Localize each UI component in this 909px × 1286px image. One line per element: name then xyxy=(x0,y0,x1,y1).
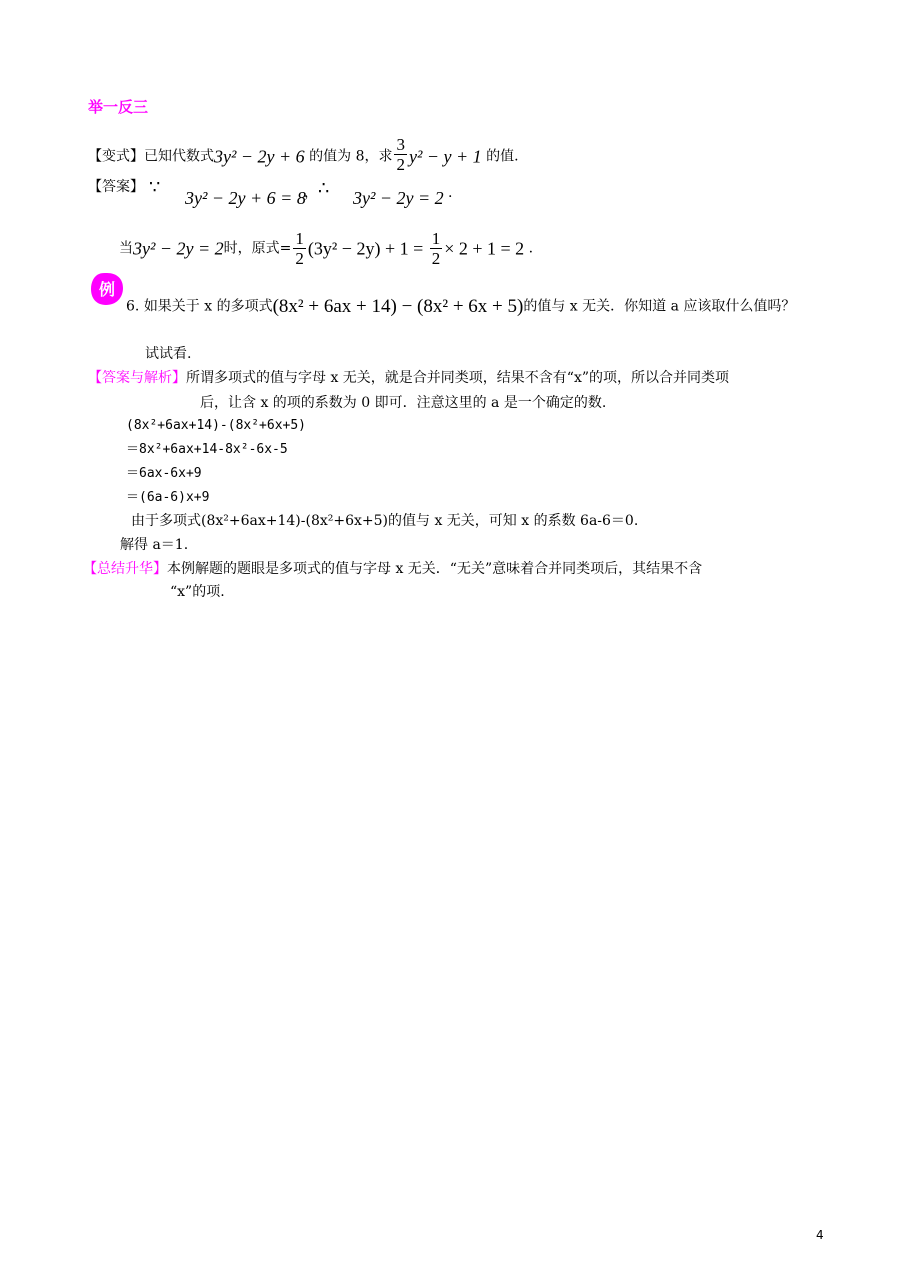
when-label: 当 xyxy=(119,240,133,257)
half-b-numerator: 1 xyxy=(431,229,441,248)
half-fraction-b xyxy=(430,230,443,267)
example-badge-label: 例 xyxy=(98,280,116,299)
answer-eq2-end: . xyxy=(448,185,453,201)
variant-fraction xyxy=(394,136,407,173)
solution-step: ＝6ax-6x+9 xyxy=(126,466,202,481)
summary-line1 xyxy=(83,562,702,576)
calc-part1: (3y² − 2y) + 1 = xyxy=(307,238,424,259)
example-badge-icon xyxy=(90,272,124,306)
solution-conclusion: 由于多项式(8x²+6ax+14)-(8x²+6x+5)的值与 x 无关，可知 x 的系数 6a-6＝0. xyxy=(131,513,639,529)
variant-frac-numerator: 3 xyxy=(396,135,405,154)
summary-tag: 【总结升华】 xyxy=(83,561,167,577)
half-b-denominator: 2 xyxy=(431,249,441,268)
answer-eq2: 3y² − 2y = 2 xyxy=(353,188,444,208)
calc-end: . xyxy=(528,240,534,257)
question-tail: 的值与 x 无关．你知道 a 应该取什么值吗？ xyxy=(523,298,796,315)
solution-text-1: 所谓多项式的值与字母 x 无关，就是合并同类项，结果不含有“x”的项，所以合并同类项 xyxy=(186,370,730,386)
calc-part2: × 2 + 1 = 2 xyxy=(444,238,525,259)
solution-result: 解得 a＝1. xyxy=(120,537,189,553)
variant-line xyxy=(88,135,519,175)
when-expr: 3y² − 2y = 2 xyxy=(133,238,224,259)
solution-text-2: 后，让含 x 的项的系数为 0 即可．注意这里的 a 是一个确定的数. xyxy=(200,395,607,411)
solution-tag: 【答案与解析】 xyxy=(88,370,186,386)
section-title: 举一反三 xyxy=(88,98,149,116)
because-symbol: ∵ xyxy=(149,177,161,198)
variant-tail: 的值. xyxy=(486,148,519,165)
example-question xyxy=(126,297,795,316)
therefore-symbol: ∴ xyxy=(318,178,330,199)
solution-line1 xyxy=(88,371,729,385)
question-expr: (8x² + 6ax + 14) − (8x² + 6x + 5) xyxy=(272,296,524,317)
question-lead: 如果关于 x 的多项式 xyxy=(143,298,273,315)
solution-step: ＝8x²+6ax+14-8x²-6x-5 xyxy=(126,442,288,457)
variant-frac-denominator: 2 xyxy=(396,155,405,174)
try-it-text: 试试看. xyxy=(145,346,192,362)
variant-mid: 的值为 8，求 xyxy=(309,148,393,165)
when-suffix: 时，原式= xyxy=(223,240,292,257)
half-fraction-a xyxy=(293,230,306,267)
answer-eq1: 3y² − 2y + 6 = 8 xyxy=(185,188,306,208)
summary-text-1: 本例解题的题眼是多项式的值与字母 x 无关．“无关”意味着合并同类项后，其结果不含 xyxy=(167,561,703,577)
summary-text-2: “x”的项. xyxy=(170,584,225,600)
variant-expr1: 3y² − 2y + 6 xyxy=(214,146,305,167)
variant-tag: 【变式】 xyxy=(88,148,144,165)
answer-comma: ， xyxy=(304,185,318,201)
variant-lead: 已知代数式 xyxy=(144,148,214,165)
half-a-denominator: 2 xyxy=(295,249,304,268)
example-number: 6. xyxy=(126,298,140,315)
page-number: 4 xyxy=(816,1228,824,1242)
answer-calc-line xyxy=(119,230,533,267)
solution-step: ＝(6a-6)x+9 xyxy=(126,490,210,505)
answer-tag: 【答案】 xyxy=(88,179,144,195)
variant-expr2: y² − y + 1 xyxy=(408,146,482,167)
half-a-numerator: 1 xyxy=(295,229,304,248)
solution-step: (8x²+6ax+14)-(8x²+6x+5) xyxy=(126,418,307,433)
